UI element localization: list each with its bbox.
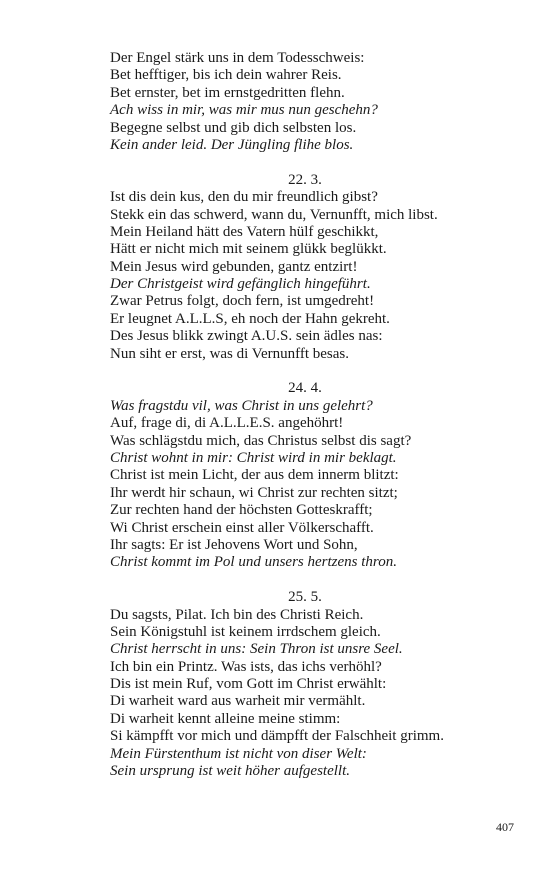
verse-line: Ist dis dein kus, den du mir freundlich gibst? [110, 189, 378, 206]
stanza [110, 172, 520, 363]
verse-line: Mein Heiland hätt des Vatern hülf geschikkt, [110, 223, 379, 240]
verse-line: Di warheit kennt alleine meine stimm: [110, 710, 341, 727]
verse-line: Er leugnet A.L.L.S, eh noch der Hahn gekreht. [110, 310, 390, 327]
verse-line: Des Jesus blikk zwingt A.U.S. sein ädles nas: [110, 328, 383, 345]
verse-line: Nun siht er erst, was di Vernunfft besas. [110, 345, 349, 362]
verse-line: Du sagsts, Pilat. Ich bin des Christi Reich. [110, 606, 364, 623]
verse-line: Was schlägstdu mich, das Christus selbst dis sagt? [110, 432, 412, 449]
stanza-heading: 25. 5. [288, 589, 322, 606]
verse-line: Bet ernster, bet im ernstgedritten flehn. [110, 84, 345, 101]
verse-line: Si kämpfft vor mich und dämpfft der Falschheit grimm. [110, 728, 444, 745]
verse-line: Di warheit ward aus warheit mir vermählt. [110, 693, 366, 710]
verse-line-italic: Was fragstdu vil, was Christ in uns gelehrt? [110, 397, 373, 414]
verse-line: Ihr werdt hir schaun, wi Christ zur rechten sitzt; [110, 484, 398, 501]
stanza [110, 380, 520, 571]
verse-line: Wi Christ erschein einst aller Völkerschafft. [110, 519, 374, 536]
verse-line-italic: Christ herrscht in uns: Sein Thron ist unsre Seel. [110, 641, 403, 658]
verse-line: Ich bin ein Printz. Was ists, das ichs verhöhl? [110, 658, 382, 675]
verse-line: Stekk ein das schwerd, wann du, Vernunfft, mich libst. [110, 206, 438, 223]
verse-line-italic: Christ kommt im Pol und unsers hertzens thron. [110, 554, 397, 571]
verse-line-italic: Kein ander leid. Der Jüngling flihe blos. [110, 136, 354, 153]
verse-line-italic: Der Christgeist wird gefänglich hingeführt. [110, 276, 371, 293]
stanza-heading: 24. 4. [288, 380, 322, 397]
stanza [110, 50, 520, 154]
stanza [110, 589, 520, 780]
verse-line: Auf, frage di, di A.L.L.E.S. angehöhrt! [110, 415, 344, 432]
verse-line: Dis ist mein Ruf, vom Gott im Christ erwählt: [110, 676, 387, 693]
verse-line-italic: Sein ursprung ist weit höher aufgestellt. [110, 763, 350, 780]
verse-line: Zwar Petrus folgt, doch fern, ist umgedreht! [110, 293, 375, 310]
verse-line: Bet hefftiger, bis ich dein wahrer Reis. [110, 67, 342, 84]
page-body [110, 50, 520, 780]
stanza-heading: 22. 3. [288, 171, 322, 188]
verse-line: Ihr sagts: Er ist Jehovens Wort und Sohn, [110, 536, 358, 553]
verse-line-italic: Christ wohnt in mir: Christ wird in mir beklagt. [110, 449, 397, 466]
verse-line: Mein Jesus wird gebunden, gantz entzirt! [110, 258, 358, 275]
verse-line: Sein Königstuhl ist keinem irrdschem gleich. [110, 623, 381, 640]
verse-line: Hätt er nicht mich mit seinem glükk beglükkt. [110, 241, 387, 258]
verse-line-italic: Mein Fürstenthum ist nicht von diser Welt: [110, 745, 367, 762]
verse-line-italic: Ach wiss in mir, was mir mus nun geschehn? [110, 102, 378, 119]
verse-line: Begegne selbst und gib dich selbsten los. [110, 119, 357, 136]
verse-line: Christ ist mein Licht, der aus dem innerm blitzt: [110, 467, 399, 484]
verse-line: Der Engel stärk uns in dem Todesschweis: [110, 50, 365, 66]
verse-line: Zur rechten hand der höchsten Gotteskrafft; [110, 502, 373, 519]
page-number: 407 [496, 820, 514, 834]
